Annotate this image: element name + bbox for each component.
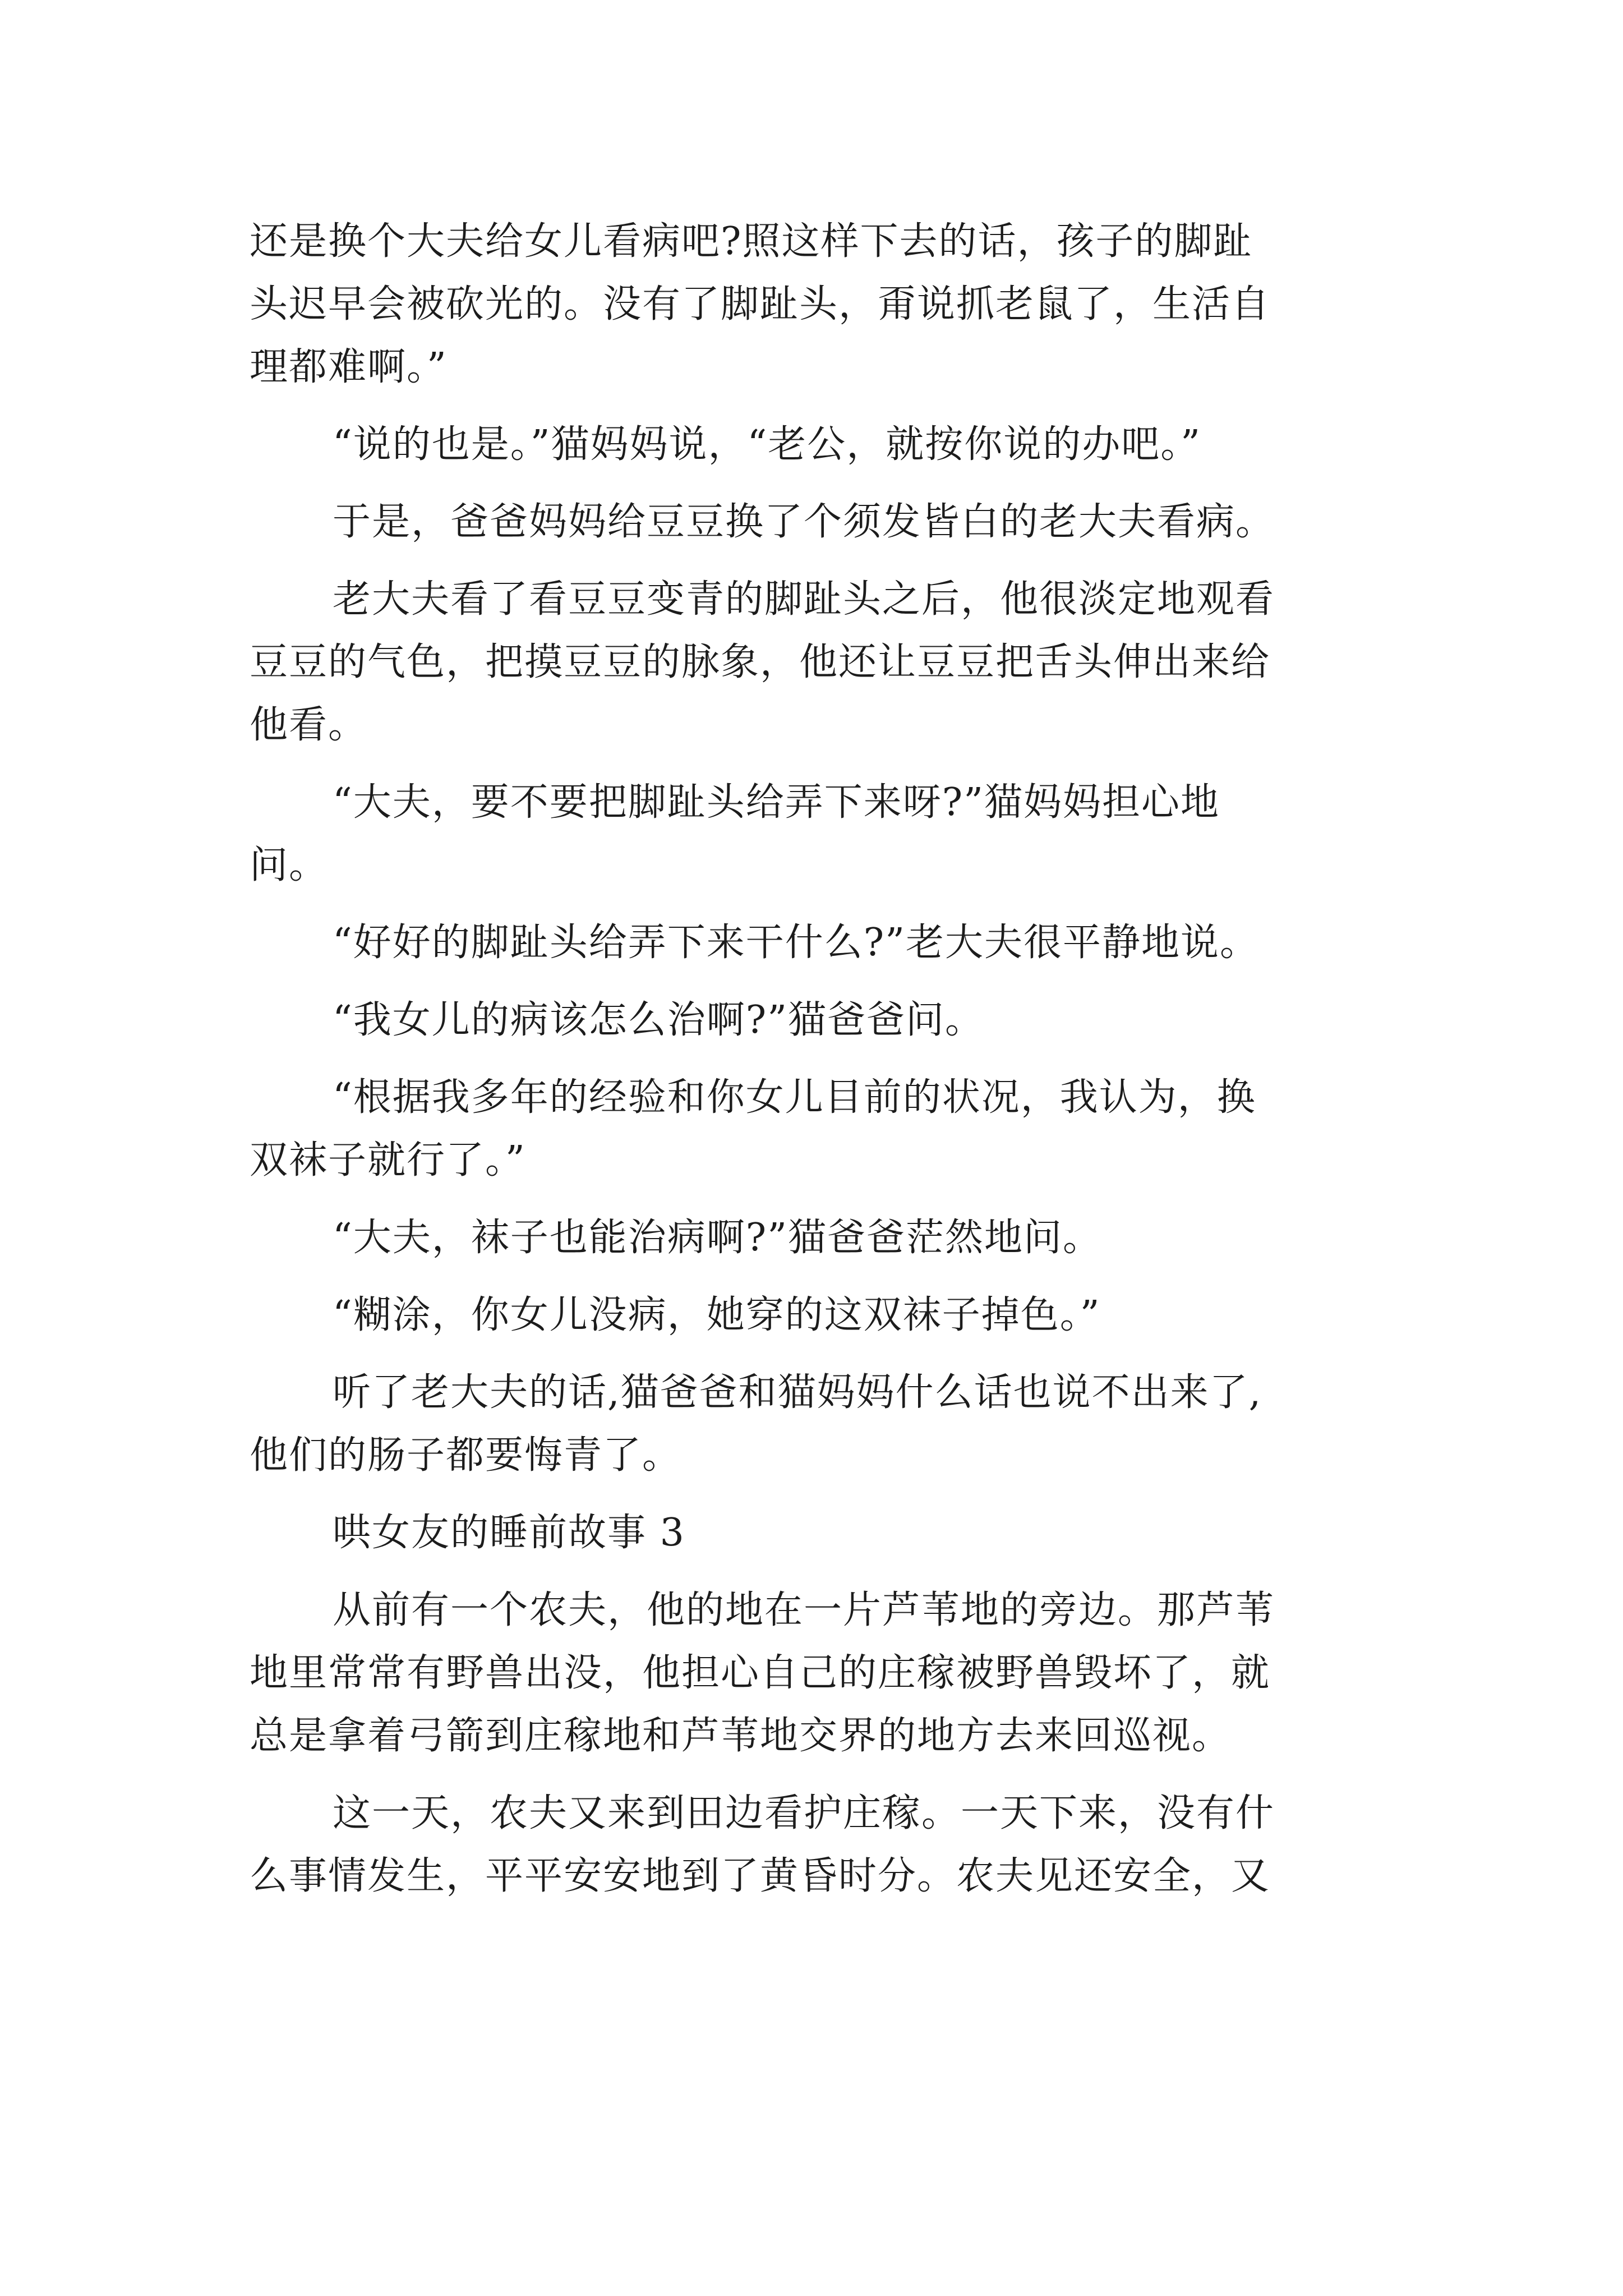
- story-text: [250, 210, 1388, 1908]
- text-line: 还是换个大夫给女儿看病吧?照这样下去的话，孩子的脚趾: [250, 219, 1253, 264]
- paragraph-line: 这一天，农夫又来到田边看护庄稼。一天下来，没有什: [333, 1791, 1275, 1835]
- paragraph-line: “我女儿的病该怎么治啊?”猫爸爸问。: [333, 998, 984, 1042]
- paragraph-line: 从前有一个农夫，他的地在一片芦苇地的旁边。那芦苇: [333, 1588, 1275, 1632]
- paragraph-line: 于是，爸爸妈妈给豆豆换了个须发皆白的老大夫看病。: [333, 500, 1275, 544]
- paragraph-line: “根据我多年的经验和你女儿目前的状况，我认为，换: [333, 1075, 1256, 1120]
- text-line: 他们的肠子都要悔青了。: [250, 1433, 682, 1478]
- text-line: 头迟早会被砍光的。没有了脚趾头，甭说抓老鼠了，生活自: [250, 282, 1271, 326]
- paragraph-line: “大夫，袜子也能治病啊?”猫爸爸茫然地问。: [333, 1216, 1102, 1260]
- paragraph-line: “糊涂，你女儿没病，她穿的这双袜子掉色。”: [333, 1293, 1101, 1337]
- paragraph-line: 老大夫看了看豆豆变青的脚趾头之后，他很淡定地观看: [333, 577, 1275, 622]
- text-line: 地里常常有野兽出没，他担心自己的庄稼被野兽毁坏了，就: [250, 1651, 1271, 1695]
- paragraph-line: 听了老大夫的话,猫爸爸和猫妈妈什么话也说不出来了,: [333, 1370, 1262, 1415]
- text-line: 么事情发生，平平安安地到了黄昏时分。农夫见还安全，又: [250, 1854, 1271, 1898]
- text-line: 豆豆的气色，把摸豆豆的脉象，他还让豆豆把舌头伸出来给: [250, 640, 1271, 684]
- text-line: 总是拿着弓箭到庄稼地和芦苇地交界的地方去来回巡视。: [250, 1714, 1232, 1758]
- text-line: 双袜子就行了。”: [250, 1138, 526, 1182]
- paragraph-line: “好好的脚趾头给弄下来干什么?”老大夫很平静地说。: [333, 921, 1259, 965]
- paragraph-line: “大夫，要不要把脚趾头给弄下来呀?”猫妈妈担心地: [333, 780, 1220, 825]
- text-line: 理都难啊。”: [250, 345, 448, 389]
- text-line: 问。: [250, 843, 329, 887]
- paragraph-line: “说的也是。”猫妈妈说，“老公，就按你说的办吧。”: [333, 422, 1202, 467]
- section-heading: 哄女友的睡前故事 3: [333, 1511, 685, 1555]
- text-line: 他看。: [250, 703, 368, 747]
